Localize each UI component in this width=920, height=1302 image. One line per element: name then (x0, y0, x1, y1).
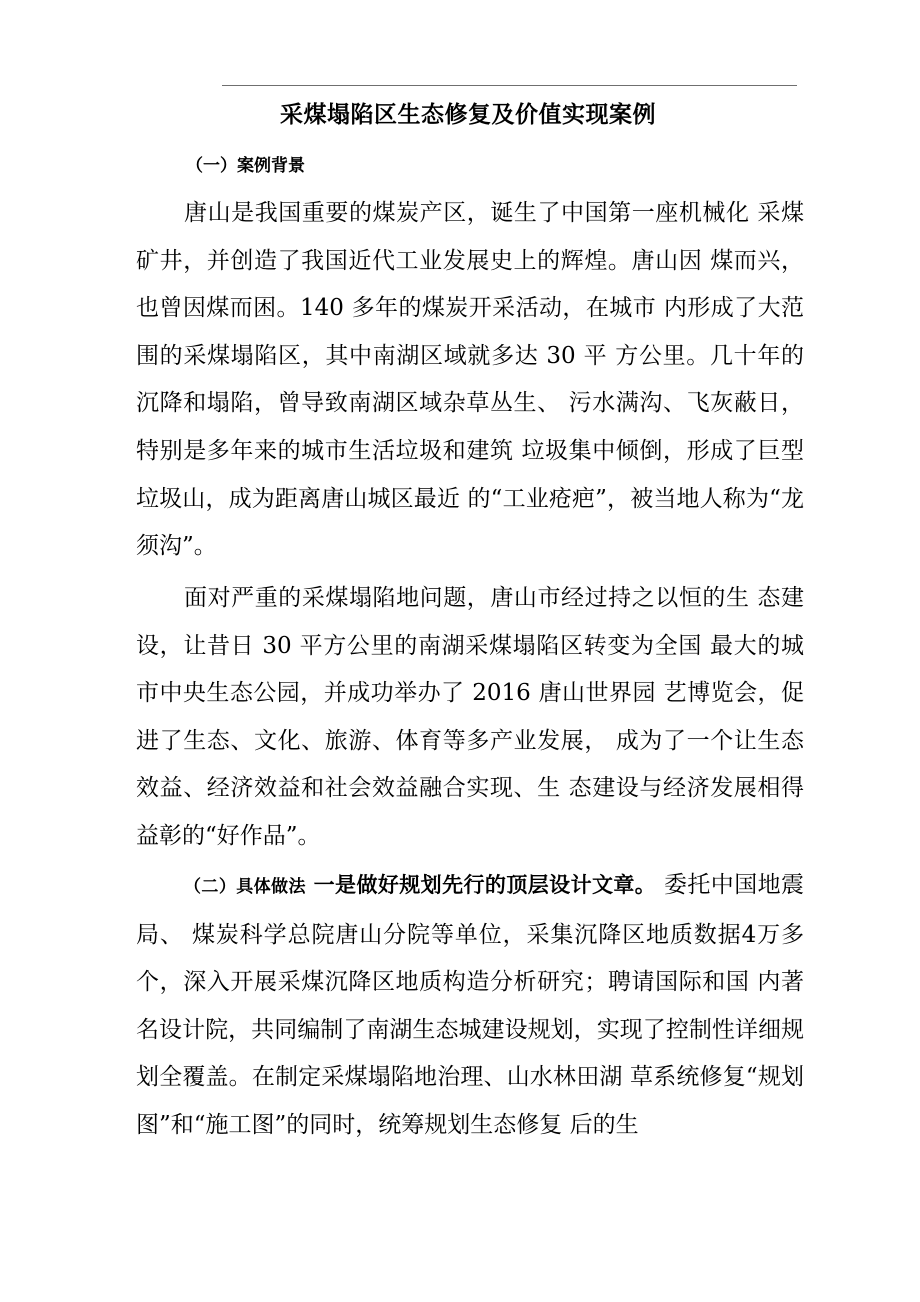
practice-lead-sentence: 一是做好规划先行的顶层设计文章。 (313, 873, 657, 897)
header-rule (222, 85, 797, 86)
paragraph-background-2: 面对严重的采煤塌陷地问题，唐山市经过持之以恒的生 态建设，让昔日 30 平方公里的南湖采煤塌陷区转变为全国 最大的城市中央生态公园，并成功举办了 2016 唐山世界园 艺博览会，促进了生态、文化、旅游、体育等多产业发展， 成为了一个让生态效益、经济效益和社会效益融合实现、生 态建设与经济发展相得益彰的“好作品”。 (136, 585, 804, 849)
document-title: 采煤塌陷区生态修复及价值实现案例 (280, 102, 656, 128)
paragraph-practice (136, 862, 804, 1150)
paragraph-background-1: 唐山是我国重要的煤炭产区，诞生了中国第一座机械化 采煤矿井，并创造了我国近代工业发展史上的辉煌。唐山因 煤而兴，也曾因煤而困。140 多年的煤炭开采活动，在城市 内形成了大范围的采煤塌陷区，其中南湖区域就多达 30 平 方公里。几十年的沉降和塌陷，曾导致南湖区域杂草丛生、 污水满沟、飞灰蔽日，特别是多年来的城市生活垃圾和建筑 垃圾集中倾倒，形成了巨型垃圾山，成为距离唐山城区最近 的“工业疮疤”，被当地人称为“龙须沟”。 (136, 200, 804, 560)
practice-body-text: 委托中国地震局、 煤炭科学总院唐山分院等单位，采集沉降区地质数据4万多 个，深入开展采煤沉降区地质构造分析研究；聘请国际和国 内著名设计院，共同编制了南湖生态城建设规划，实现了控制性详细规划全覆盖。在制定采煤塌陷地治理、山水林田湖 草系统修复“规划图”和“施工图”的同时，统筹规划生态修复 后的生 (136, 872, 805, 1138)
section-heading-background: （一）案例背景 (186, 156, 305, 176)
section-heading-practice: （二）具体做法 (184, 877, 306, 897)
